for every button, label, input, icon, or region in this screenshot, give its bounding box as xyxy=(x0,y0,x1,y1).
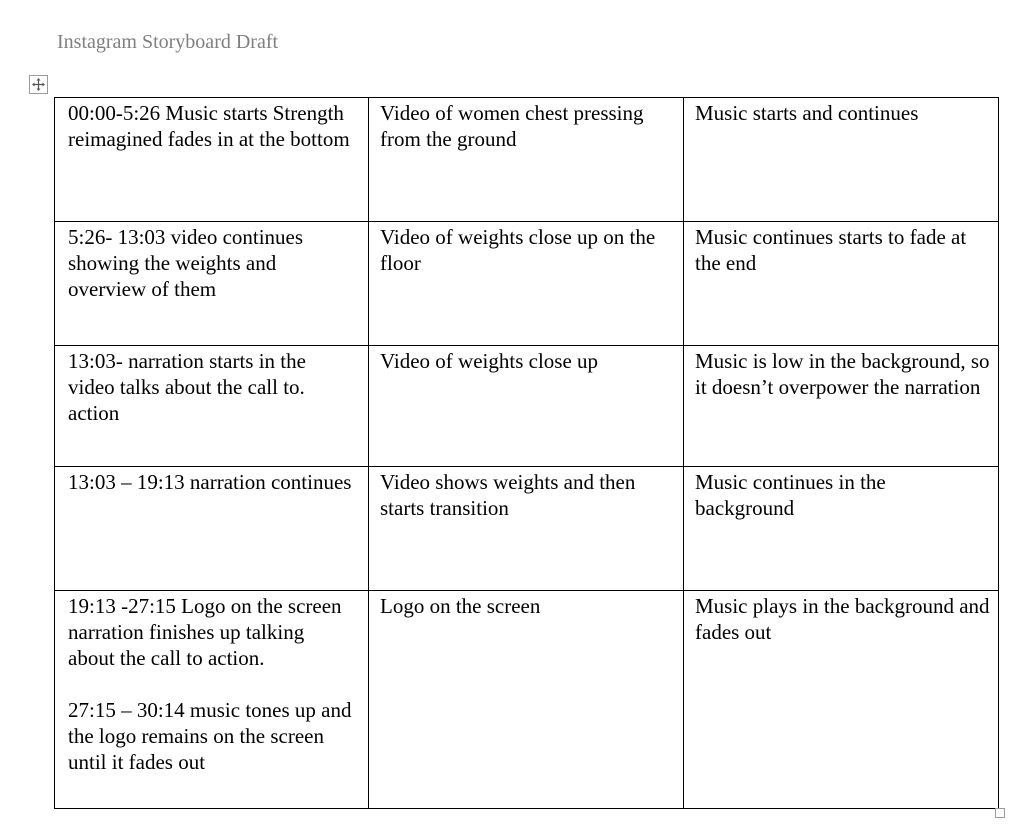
cell-text: 5:26- 13:03 video continues showing the weights and overview of them xyxy=(68,225,304,301)
table-resize-handle-icon[interactable] xyxy=(995,808,1005,818)
audio-cell[interactable] xyxy=(684,467,999,591)
video-cell[interactable] xyxy=(369,591,684,809)
table-row xyxy=(55,346,999,467)
timing-cell[interactable] xyxy=(55,591,369,809)
table-row xyxy=(55,222,999,346)
table-move-handle-icon[interactable] xyxy=(29,75,48,94)
cell-text: Video of weights close up on the floor xyxy=(380,225,656,275)
table-row xyxy=(55,591,999,809)
audio-cell[interactable] xyxy=(684,591,999,809)
cell-text: Logo on the screen xyxy=(380,594,541,618)
video-cell[interactable] xyxy=(369,222,684,346)
cell-text: Music continues starts to fade at the end xyxy=(695,225,967,275)
video-cell[interactable] xyxy=(369,467,684,591)
cell-text: Video shows weights and then starts transition xyxy=(380,470,636,520)
cell-text: Music is low in the background, so it doesn’t overpower the narration xyxy=(695,349,990,399)
table-row xyxy=(55,98,999,222)
timing-cell[interactable] xyxy=(55,346,369,467)
cell-text: 27:15 – 30:14 music tones up and the logo remains on the screen until it fades out xyxy=(68,698,352,774)
video-cell[interactable] xyxy=(369,346,684,467)
video-cell[interactable] xyxy=(369,98,684,222)
audio-cell[interactable] xyxy=(684,98,999,222)
cell-text: 19:13 -27:15 Logo on the screen narration finishes up talking about the call to action. xyxy=(68,594,342,670)
cell-text: Video of women chest pressing from the ground xyxy=(380,101,644,151)
cell-text: 13:03- narration starts in the video talks about the call to. action xyxy=(68,349,306,425)
document-header: Instagram Storyboard Draft xyxy=(57,31,279,53)
audio-cell[interactable] xyxy=(684,222,999,346)
table-row xyxy=(55,467,999,591)
move-arrows-icon xyxy=(30,76,47,93)
cell-text: 00:00-5:26 Music starts Strength reimagined fades in at the bottom xyxy=(68,101,350,151)
cell-text: Video of weights close up xyxy=(380,349,599,373)
cell-text: Music starts and continues xyxy=(695,101,919,125)
timing-cell[interactable] xyxy=(55,222,369,346)
cell-text: Music plays in the background and fades out xyxy=(695,594,990,644)
audio-cell[interactable] xyxy=(684,346,999,467)
timing-cell[interactable] xyxy=(55,98,369,222)
storyboard-table xyxy=(54,97,999,809)
cell-text: Music continues in the background xyxy=(695,470,886,520)
cell-text: 13:03 – 19:13 narration continues xyxy=(68,470,352,494)
timing-cell[interactable] xyxy=(55,467,369,591)
